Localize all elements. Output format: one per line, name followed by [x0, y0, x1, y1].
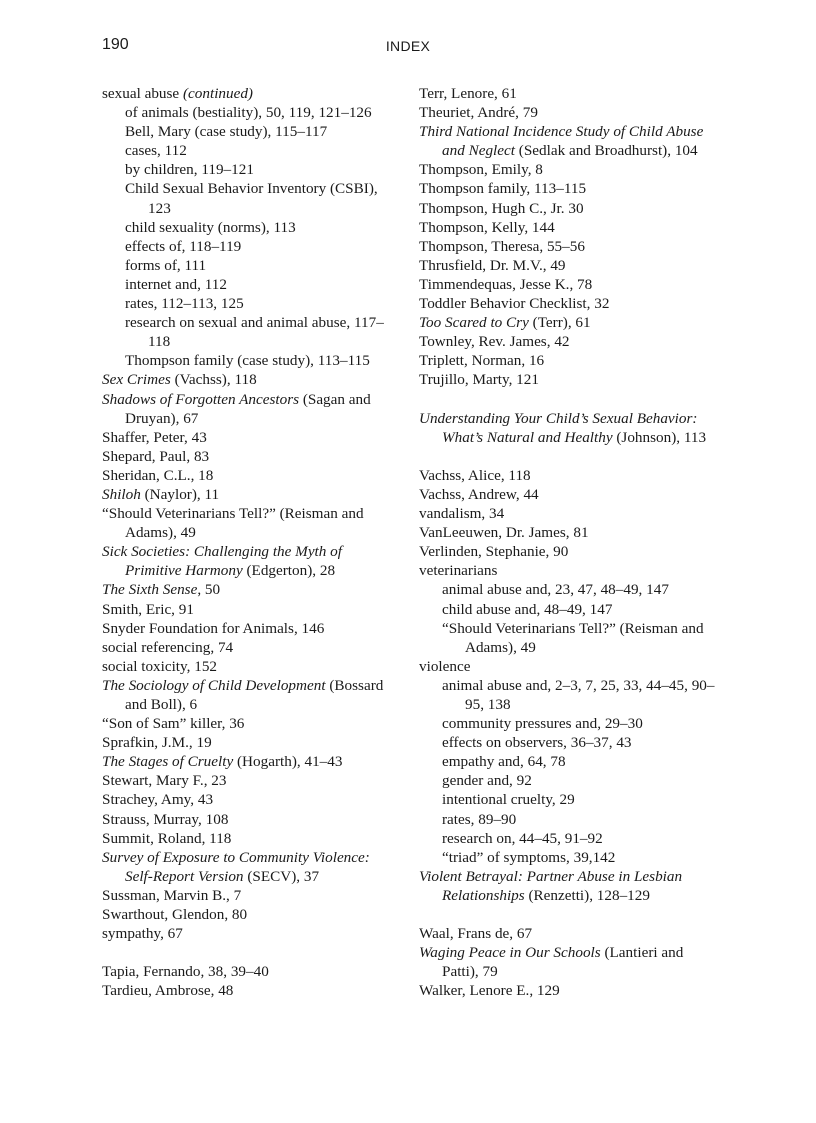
index-subentry: [102, 275, 392, 294]
index-entry: [102, 905, 392, 924]
index-entry-title: Sex Crimes: [102, 371, 171, 389]
index-entry: [419, 84, 719, 103]
index-entry-text: Snyder Foundation for Animals, 146: [102, 619, 325, 637]
index-entry: [102, 981, 392, 1000]
index-entry: [102, 84, 392, 103]
index-entry-title: Too Scared to Cry: [419, 314, 529, 332]
index-entry-text: Triplett, Norman, 16: [419, 352, 545, 370]
index-subentry: [102, 122, 392, 141]
index-entry: [102, 962, 392, 981]
index-entry-title: Sick Societies: Challenging the Myth of Primitive Harmony: [102, 543, 342, 580]
index-entry-text: Thompson family, 113–115: [419, 180, 587, 198]
index-entry: [419, 218, 719, 237]
index-entry: [419, 179, 719, 198]
running-head: INDEX: [385, 38, 431, 54]
index-entry: [102, 657, 392, 676]
index-entry: [419, 523, 719, 542]
letter-group-gap: [419, 447, 719, 466]
index-entry-text: “Should Veterinarians Tell?” (Reisman and Adams), 49: [442, 619, 704, 656]
index-entry: [419, 160, 719, 179]
index-entry: [419, 313, 719, 332]
index-entry: [419, 981, 719, 1000]
index-entry: [419, 466, 719, 485]
index-subentry: [102, 237, 392, 256]
index-entry-text: cases, 112: [125, 142, 187, 160]
index-entry-text: vandalism, 34: [419, 505, 505, 523]
index-entry-text: Sussman, Marvin B., 7: [102, 886, 242, 904]
index-entry-text: Shepard, Paul, 83: [102, 447, 210, 465]
index-entry: [419, 542, 719, 561]
index-entry-text: Thrusfield, Dr. M.V., 49: [419, 256, 566, 274]
index-entry: [419, 867, 719, 905]
index-entry-text: Toddler Behavior Checklist, 32: [419, 295, 610, 313]
index-entry-text: (Hogarth), 41–43: [233, 753, 343, 771]
index-entry-text: Strauss, Murray, 108: [102, 810, 229, 828]
index-entry: [102, 485, 392, 504]
index-entry-text: Waal, Frans de, 67: [419, 925, 533, 943]
index-entry: [419, 504, 719, 523]
index-entry-text: Thompson, Kelly, 144: [419, 218, 555, 236]
letter-group-gap: [419, 390, 719, 409]
index-entry-text: “Son of Sam” killer, 36: [102, 715, 245, 733]
index-entry-text: intentional cruelty, 29: [442, 791, 575, 809]
index-entry-text: effects of, 118–119: [125, 237, 242, 255]
index-entry-text: (Lantieri and Patti), 79: [442, 944, 684, 981]
index-entry-text: forms of, 111: [125, 256, 207, 274]
index-entry: [419, 122, 719, 160]
index-entry: [102, 790, 392, 809]
index-subentry: [419, 580, 719, 599]
index-entry-text: (SECV), 37: [243, 867, 320, 885]
index-entry-text: Tapia, Fernando, 38, 39–40: [102, 963, 269, 981]
index-entry-text: (Naylor), 11: [140, 485, 220, 503]
index-entry: [419, 924, 719, 943]
index-entry-text: research on sexual and animal abuse, 117–118: [125, 314, 384, 351]
index-entry: [102, 829, 392, 848]
index-entry-text: animal abuse and, 2–3, 7, 25, 33, 44–45, 90–95, 138: [442, 676, 715, 713]
letter-group-gap: [419, 905, 719, 924]
index-entry-text: social referencing, 74: [102, 638, 234, 656]
index-entry-title: (continued): [182, 85, 253, 102]
index-entry-text: sympathy, 67: [102, 925, 183, 943]
index-entry: [102, 752, 392, 771]
index-subentry: [102, 160, 392, 179]
index-subentry: [102, 179, 392, 217]
index-subentry: [419, 810, 719, 829]
index-entry-text: Smith, Eric, 91: [102, 600, 194, 618]
index-subentry: [419, 714, 719, 733]
index-entry-text: (Edgerton), 28: [242, 562, 336, 580]
index-entry: [419, 275, 719, 294]
index-entry: [102, 447, 392, 466]
index-entry-text: internet and, 112: [125, 275, 227, 293]
index-subentry: [419, 600, 719, 619]
index-entry-text: Terr, Lenore, 61: [419, 85, 517, 102]
index-entry-title: Understanding Your Child’s Sexual Behavior: What’s Natural and Healthy: [419, 409, 698, 446]
index-entry-text: Trujillo, Marty, 121: [419, 371, 539, 389]
index-entry: [102, 619, 392, 638]
index-entry-text: by children, 119–121: [125, 161, 254, 179]
index-entry: [419, 256, 719, 275]
index-entry-text: Bell, Mary (case study), 115–117: [125, 123, 328, 141]
index-column-left: [102, 84, 392, 1001]
index-subentry: [102, 351, 392, 370]
index-subentry: [102, 141, 392, 160]
index-entry-text: Thompson, Theresa, 55–56: [419, 237, 585, 255]
index-entry-text: Theuriet, André, 79: [419, 104, 538, 122]
page-number: 190: [102, 36, 129, 53]
index-entry-text: (Bossard and Boll), 6: [125, 676, 384, 713]
index-subentry: [419, 733, 719, 752]
index-entry: [102, 676, 392, 714]
index-subentry: [102, 103, 392, 122]
index-entry-text: (Johnson), 113: [612, 428, 707, 446]
index-entry: [419, 370, 719, 389]
index-entry: [419, 485, 719, 504]
index-entry-text: Shaffer, Peter, 43: [102, 428, 207, 446]
index-entry-text: effects on observers, 36–37, 43: [442, 734, 632, 752]
index-entry-text: , 50: [197, 581, 221, 599]
index-entry-text: Swarthout, Glendon, 80: [102, 906, 248, 924]
index-entry: [102, 428, 392, 447]
index-entry: [102, 600, 392, 619]
index-entry-text: animal abuse and, 23, 47, 48–49, 147: [442, 581, 669, 599]
index-entry-text: Townley, Rev. James, 42: [419, 333, 570, 351]
index-entry-text: Thompson, Emily, 8: [419, 161, 543, 179]
index-entry-text: child abuse and, 48–49, 147: [442, 600, 613, 618]
index-entry-text: violence: [419, 657, 471, 675]
index-entry-text: VanLeeuwen, Dr. James, 81: [419, 524, 589, 542]
index-entry: [419, 199, 719, 218]
index-entry-title: Survey of Exposure to Community Violence: Self-Report Version: [102, 848, 370, 885]
index-entry: [102, 580, 392, 599]
index-entry: [419, 561, 719, 580]
index-entry-text: Child Sexual Behavior Inventory (CSBI), 123: [125, 180, 378, 217]
index-entry: [102, 390, 392, 428]
index-column-right: [419, 84, 719, 1001]
index-subentry: [102, 313, 392, 351]
index-entry: [102, 638, 392, 657]
index-entry: [102, 924, 392, 943]
index-entry-title: Violent Betrayal: Partner Abuse in Lesbian Relationships: [419, 867, 683, 904]
index-subentry: [102, 218, 392, 237]
index-entry-text: Sheridan, C.L., 18: [102, 466, 214, 484]
index-entry-title: Third National Incidence Study of Child Abuse and Neglect: [419, 123, 704, 160]
index-entry-text: Tardieu, Ambrose, 48: [102, 982, 234, 1000]
index-entry-title: Shadows of Forgotten Ancestors: [102, 390, 300, 408]
index-entry-title: The Sixth Sense: [102, 581, 198, 599]
index-entry: [419, 657, 719, 676]
index-entry: [419, 943, 719, 981]
index-entry-text: Thompson family (case study), 113–115: [125, 352, 370, 370]
index-entry-text: rates, 112–113, 125: [125, 295, 244, 313]
index-entry: [102, 771, 392, 790]
index-entry-text: Summit, Roland, 118: [102, 829, 232, 847]
index-entry-text: Thompson, Hugh C., Jr. 30: [419, 199, 584, 217]
index-entry: [419, 409, 719, 447]
index-entry: [102, 848, 392, 886]
index-entry-text: “Should Veterinarians Tell?” (Reisman and Adams), 49: [102, 505, 364, 542]
index-entry: [419, 103, 719, 122]
index-subentry: [419, 829, 719, 848]
index-entry: [102, 542, 392, 580]
index-subentry: [102, 294, 392, 313]
index-subentry: [419, 676, 719, 714]
index-entry: [102, 714, 392, 733]
letter-group-gap: [102, 943, 392, 962]
index-entry-text: (Renzetti), 128–129: [524, 886, 650, 904]
index-entry-text: Strachey, Amy, 43: [102, 791, 214, 809]
index-entry-text: (Sedlak and Broadhurst), 104: [514, 142, 698, 160]
index-entry-text: empathy and, 64, 78: [442, 753, 566, 771]
index-entry-text: (Terr), 61: [528, 314, 591, 332]
index-entry-text: Vachss, Andrew, 44: [419, 485, 539, 503]
index-entry-text: Walker, Lenore E., 129: [419, 982, 560, 1000]
index-entry: [102, 466, 392, 485]
index-entry: [102, 504, 392, 542]
index-entry-text: research on, 44–45, 91–92: [442, 829, 603, 847]
index-entry: [102, 810, 392, 829]
index-entry-title: The Sociology of Child Development: [102, 676, 326, 694]
index-entry-text: Stewart, Mary F., 23: [102, 772, 227, 790]
index-entry-text: rates, 89–90: [442, 810, 517, 828]
index-entry: [102, 886, 392, 905]
index-entry: [419, 351, 719, 370]
index-entry: [102, 370, 392, 389]
index-entry-text: (Sagan and Druyan), 67: [125, 390, 371, 427]
index-entry-text: “triad” of symptoms, 39,142: [442, 848, 616, 866]
index-entry: [419, 294, 719, 313]
index-entry-text: gender and, 92: [442, 772, 532, 790]
index-subentry: [419, 619, 719, 657]
index-subentry: [419, 790, 719, 809]
index-entry-text: (Vachss), 118: [170, 371, 257, 389]
index-entry-title: The Stages of Cruelty: [102, 753, 234, 771]
index-entry: [102, 733, 392, 752]
index-subentry: [419, 752, 719, 771]
index-entry-text: of animals (bestiality), 50, 119, 121–126: [125, 104, 372, 122]
index-entry-text: Timmendequas, Jesse K., 78: [419, 275, 593, 293]
index-entry-text: veterinarians: [419, 562, 498, 580]
index-entry-text: community pressures and, 29–30: [442, 715, 643, 733]
index-entry-text: Verlinden, Stephanie, 90: [419, 543, 569, 561]
index-entry-title: Shiloh: [102, 485, 141, 503]
index-entry-text: sexual abuse: [102, 85, 183, 102]
index-subentry: [102, 256, 392, 275]
index-entry: [419, 332, 719, 351]
index-entry-title: Waging Peace in Our Schools: [419, 944, 601, 962]
index-subentry: [419, 848, 719, 867]
index-subentry: [419, 771, 719, 790]
index-entry: [419, 237, 719, 256]
index-entry-text: Vachss, Alice, 118: [419, 466, 531, 484]
index-entry-text: Sprafkin, J.M., 19: [102, 734, 212, 752]
index-entry-text: social toxicity, 152: [102, 657, 218, 675]
index-entry-text: child sexuality (norms), 113: [125, 218, 296, 236]
